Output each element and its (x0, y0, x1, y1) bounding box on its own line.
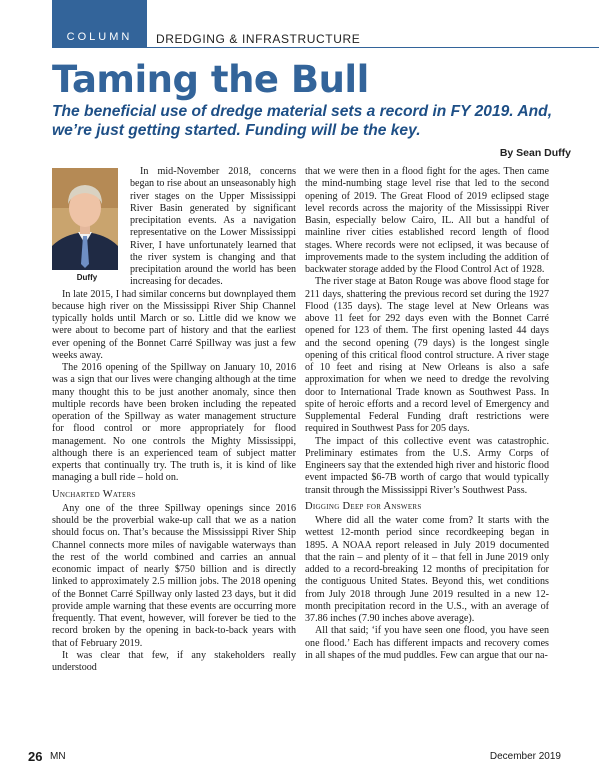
page-number: 26 (28, 749, 43, 764)
paragraph: The 2016 opening of the Spillway on January 10, 2016 was a sign that our lives were changing although at the time many thought this to be just another anomaly, since then multiple records have been broken including the repeated operation of the Spillway as water management structure for flood control or more appropriately for flood management. No one controls the Mighty Mississippi, although there is an experienced team of subject matter experts that continually try. The truth is, it is kind of like managing a bull ride – hold on. (52, 362, 296, 484)
section-label: DREDGING & INFRASTRUCTURE (156, 32, 361, 46)
header-rule (52, 47, 599, 48)
photo-caption: Duffy (76, 273, 98, 282)
paragraph: The impact of this collective event was catastrophic. Preliminary estimates from the U.S. Army Corps of Engineers say that the extended high river and historic flood event impacted $6-7B worth of cargo that would typically transit through the Mississippi River’s Southwest Pass. (305, 435, 549, 496)
paragraph: Any one of the three Spillway openings since 2016 should be the proverbial wake-up call that we as a nation should focus on. That’s because the Mississippi River Ship Channel connects more miles of navigable waterways than the rest of the world combined and carries an annual economic impact of nearly $750 billion and is directly linked to approximately 2.5 million jobs. The 2018 opening of the Bonnet Carré Spillway only lasted 23 days, but it did provide ample warning that these events are occurring more frequently. That event, however, will forever be tied to the record broken by the opening in back-to-back years with that of February 2019. (52, 502, 296, 649)
byline: By Sean Duffy (499, 147, 571, 159)
magazine-name: MN (50, 751, 66, 762)
paragraph: In late 2015, I had similar concerns but downplayed them because high river on the Mississippi River Ship Channel typically holds until March or so. Little did we know we were about to become part of history and that the earliest ever opening of the Bonnet Carré Spillway was just a few weeks away. (52, 288, 296, 361)
paragraph: It was clear that few, if any stakeholders really understood (52, 649, 296, 673)
column-label: COLUMN (66, 31, 133, 43)
paragraph: In mid-November 2018, concerns began to rise about an unseasonably high river stages on the Upper Mississippi River Basin generated by significant precipitation events. As a navigation representative on the Lower Mississippi River, I have unfortunately learned that the river system is changing and that precipitation around the world has been increasing for decades. (130, 166, 296, 288)
subheading: Digging Deep for Answers (305, 500, 422, 512)
issue-date: December 2019 (489, 751, 561, 762)
article-subtitle: The beneficial use of dredge material sets a record in FY 2019. And, we’re just getting started. Funding will be the key. (52, 103, 553, 139)
article-title: Taming the Bull (52, 58, 369, 101)
paragraph: that we were then in a flood fight for the ages. Then came the mind-numbing stage level rise that led to the second opening of 2019. The Great Flood of 2019 eclipsed stage level records across the majority of the Mississippi River Basin, especially below Cairo, IL. All but a handful of mainline river cities established record length of flood stages. Where records were not eclipsed, it was because of improvements made to the system including the addition of backwater storage added by the Flood Control Act of 1928. (305, 166, 549, 275)
paragraph: The river stage at Baton Rouge was above flood stage for 211 days, shattering the previous record set during the 1927 Flood (135 days). The stage level at New Orleans was above 11 feet for 292 days even with the Bonnet Carré opened for 123 of them. The first opening lasted 44 days and the second opening (79 days) is the longest single opening of this critical flood control structure. A river stage of 10 feet and rising at New Orleans is also a safe approximation for when we need to dredge the revolving door to International Trade known as Southwest Pass. In spite of heroic efforts and a record level of Emergency and Supplemental Federal Funding draft restrictions were required in Southwest Pass for 205 days. (305, 276, 549, 435)
column-left (52, 166, 296, 674)
author-photo (52, 168, 122, 282)
paragraph: All that said; ‘if you have seen one flood, you have seen one flood.’ Each has different impacts and recovery comes in all shapes of the mud puddles. Few can argue that our na- (305, 625, 549, 661)
subheading: Uncharted Waters (52, 488, 136, 500)
author-portrait-image (52, 168, 118, 270)
paragraph: Where did all the water come from? It starts with the wettest 12-month period since recordkeeping began in 1895. A NOAA report released in July 2019 documented that the rain – and plenty of it – that fell in June 2019 only added to a record-breaking 12 months of precipitation for the contiguous United States. Beyond this, wet conditions from July 2018 through June 2019 resulted in a new 12-month precipitation record in the U.S., with an average of 37.86 inches (7.90 inches above average). (305, 515, 549, 624)
column-tab (52, 0, 147, 47)
column-right (305, 166, 549, 662)
